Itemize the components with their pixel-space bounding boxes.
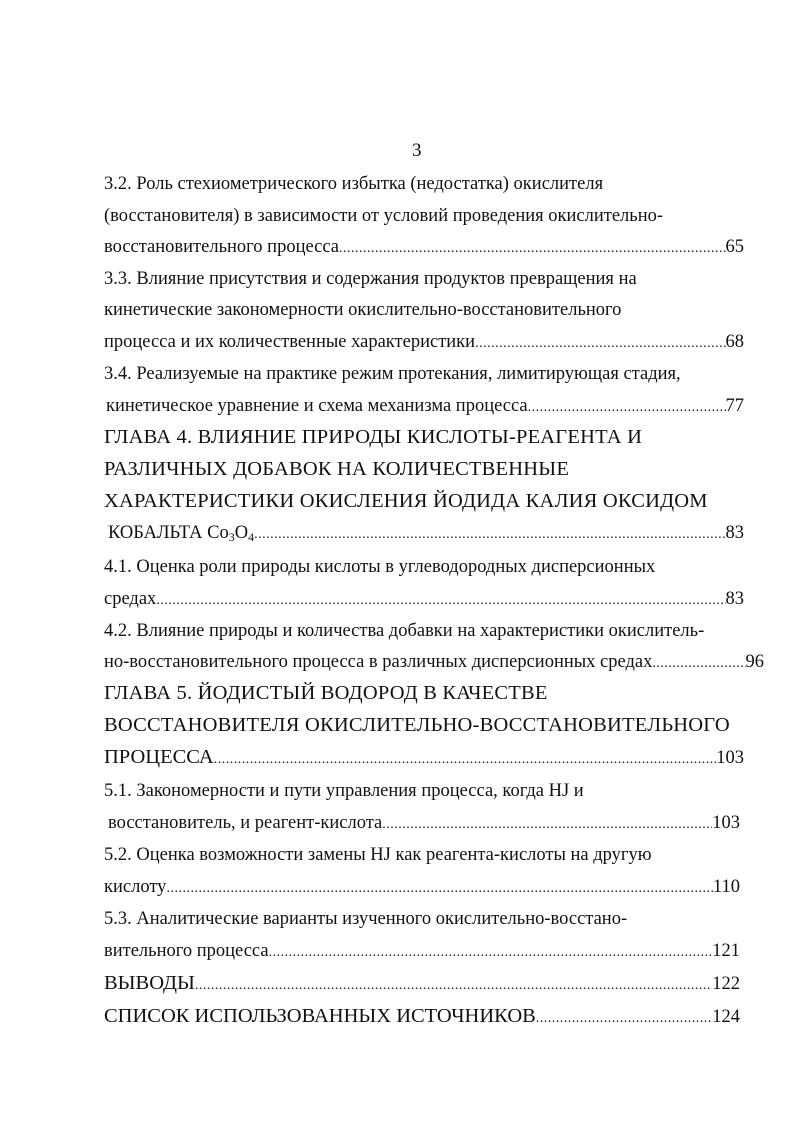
toc-page-number: 65 (725, 237, 744, 257)
toc-entry-5-1-leader (108, 811, 740, 837)
toc-chapter-5-leader (104, 745, 744, 772)
dot-leader (339, 237, 726, 261)
toc-entry-3-2-line-3: восстановительного процесса (104, 237, 339, 257)
toc-references-leader (104, 1004, 740, 1031)
toc-entry-5-1-line-1: 5.1. Закономерности и пути управления процесса, когда HJ и (104, 781, 584, 801)
dot-leader (382, 813, 712, 837)
toc-page-number: 77 (725, 396, 744, 416)
toc-chapter-5-line-2: ВОССТАНОВИТЕЛЯ ОКИСЛИТЕЛЬНО-ВОССТАНОВИТЕЛЬНОГО (104, 714, 730, 736)
toc-page-number: 83 (725, 523, 744, 543)
toc-entry-3-4-line-1: 3.4. Реализуемые на практике режим протекания, лимитирующая стадия, (104, 364, 681, 384)
toc-entry-5-2-leader (104, 875, 740, 901)
toc-page-number: 110 (712, 877, 740, 897)
toc-chapter-4-line-2: РАЗЛИЧНЫХ ДОБАВОК НА КОЛИЧЕСТВЕННЫЕ (104, 458, 570, 480)
toc-entry-4-1-line-2: средах (104, 589, 157, 609)
toc-page-number: 121 (712, 941, 740, 961)
dot-leader (528, 396, 726, 420)
chapter-4-line-4-mid: O (234, 523, 249, 543)
chapter-4-line-4-prefix: КОБАЛЬТА Co (108, 523, 229, 543)
toc-page-number: 103 (712, 813, 740, 833)
toc-entry-5-3-line-1: 5.3. Аналитические варианты изученного окислительно-восстано- (104, 909, 628, 929)
dot-leader (269, 941, 713, 965)
toc-page-number: 83 (725, 589, 744, 609)
toc-conclusions-leader (104, 971, 740, 998)
toc-page-number: 103 (716, 748, 744, 768)
toc-page-number: 96 (745, 652, 764, 672)
toc-entry-3-2-line-1: 3.2. Роль стехиометрического избытка (недостатка) окислителя (104, 174, 604, 194)
dot-leader (536, 1007, 712, 1031)
toc-entry-5-3-leader (104, 939, 740, 965)
dot-leader (475, 332, 725, 356)
toc-conclusions: ВЫВОДЫ (104, 972, 195, 994)
toc-entry-3-4-line-2: кинетическое уравнение и схема механизма процесса (106, 396, 528, 416)
dot-leader (195, 974, 712, 998)
dot-leader (652, 652, 745, 676)
toc-entry-5-2-line-2: кислоту (104, 877, 167, 897)
toc-page-number: 68 (725, 332, 744, 352)
subscript-3: 3 (228, 530, 235, 544)
toc-entry-3-2-leader (104, 235, 744, 261)
dot-leader (254, 523, 725, 547)
toc-page-number: 122 (712, 974, 740, 994)
toc-entry-3-4-leader (106, 394, 744, 420)
toc-references: СПИСОК ИСПОЛЬЗОВАННЫХ ИСТОЧНИКОВ (104, 1005, 536, 1027)
toc-entry-3-3-line-3: процесса и их количественные характеристики (104, 332, 476, 352)
toc-entry-5-3-line-2: вительного процесса (104, 941, 269, 961)
toc-chapter-4-line-1: ГЛАВА 4. ВЛИЯНИЕ ПРИРОДЫ КИСЛОТЫ-РЕАГЕНТА И (104, 426, 643, 448)
toc-chapter-4-line-3: ХАРАКТЕРИСТИКИ ОКИСЛЕНИЯ ЙОДИДА КАЛИЯ ОКСИДОМ (104, 490, 708, 512)
toc-entry-4-1-leader (104, 587, 744, 613)
toc-entry-3-3-line-1: 3.3. Влияние присутствия и содержания продуктов превращения на (104, 269, 637, 289)
toc-entry-5-1-line-2: восстановитель, и реагент-кислота (108, 813, 383, 833)
dot-leader (156, 589, 725, 613)
dot-leader (166, 877, 712, 901)
toc-chapter-5-line-1: ГЛАВА 5. ЙОДИСТЫЙ ВОДОРОД В КАЧЕСТВЕ (104, 682, 548, 704)
subscript-4: 4 (248, 530, 255, 544)
toc-entry-4-2-line-1: 4.2. Влияние природы и количества добавки на характеристики окислитель- (104, 621, 705, 641)
toc-entry-5-2-line-1: 5.2. Оценка возможности замены HJ как реагента-кислоты на другую (104, 845, 652, 865)
toc-chapter-5-line-3: ПРОЦЕССА (104, 746, 214, 768)
toc-chapter-4-line-4 (108, 521, 254, 545)
toc-entry-4-2-leader (104, 650, 764, 676)
toc-entry-3-3-leader (104, 330, 744, 356)
toc-page-number: 124 (712, 1007, 740, 1027)
toc-entry-4-1-line-1: 4.1. Оценка роли природы кислоты в углеводородных дисперсионных (104, 557, 656, 577)
page-number: 3 (412, 140, 422, 161)
toc-entry-3-2-line-2: (восстановителя) в зависимости от условий проведения окислительно- (104, 206, 664, 226)
toc-entry-3-3-line-2: кинетические закономерности окислительно-восстановительного (104, 300, 622, 320)
toc-chapter-4-leader (108, 521, 744, 547)
toc-entry-4-2-line-2: но-восстановительного процесса в различных дисперсионных средах (104, 652, 653, 672)
dot-leader (214, 748, 717, 772)
